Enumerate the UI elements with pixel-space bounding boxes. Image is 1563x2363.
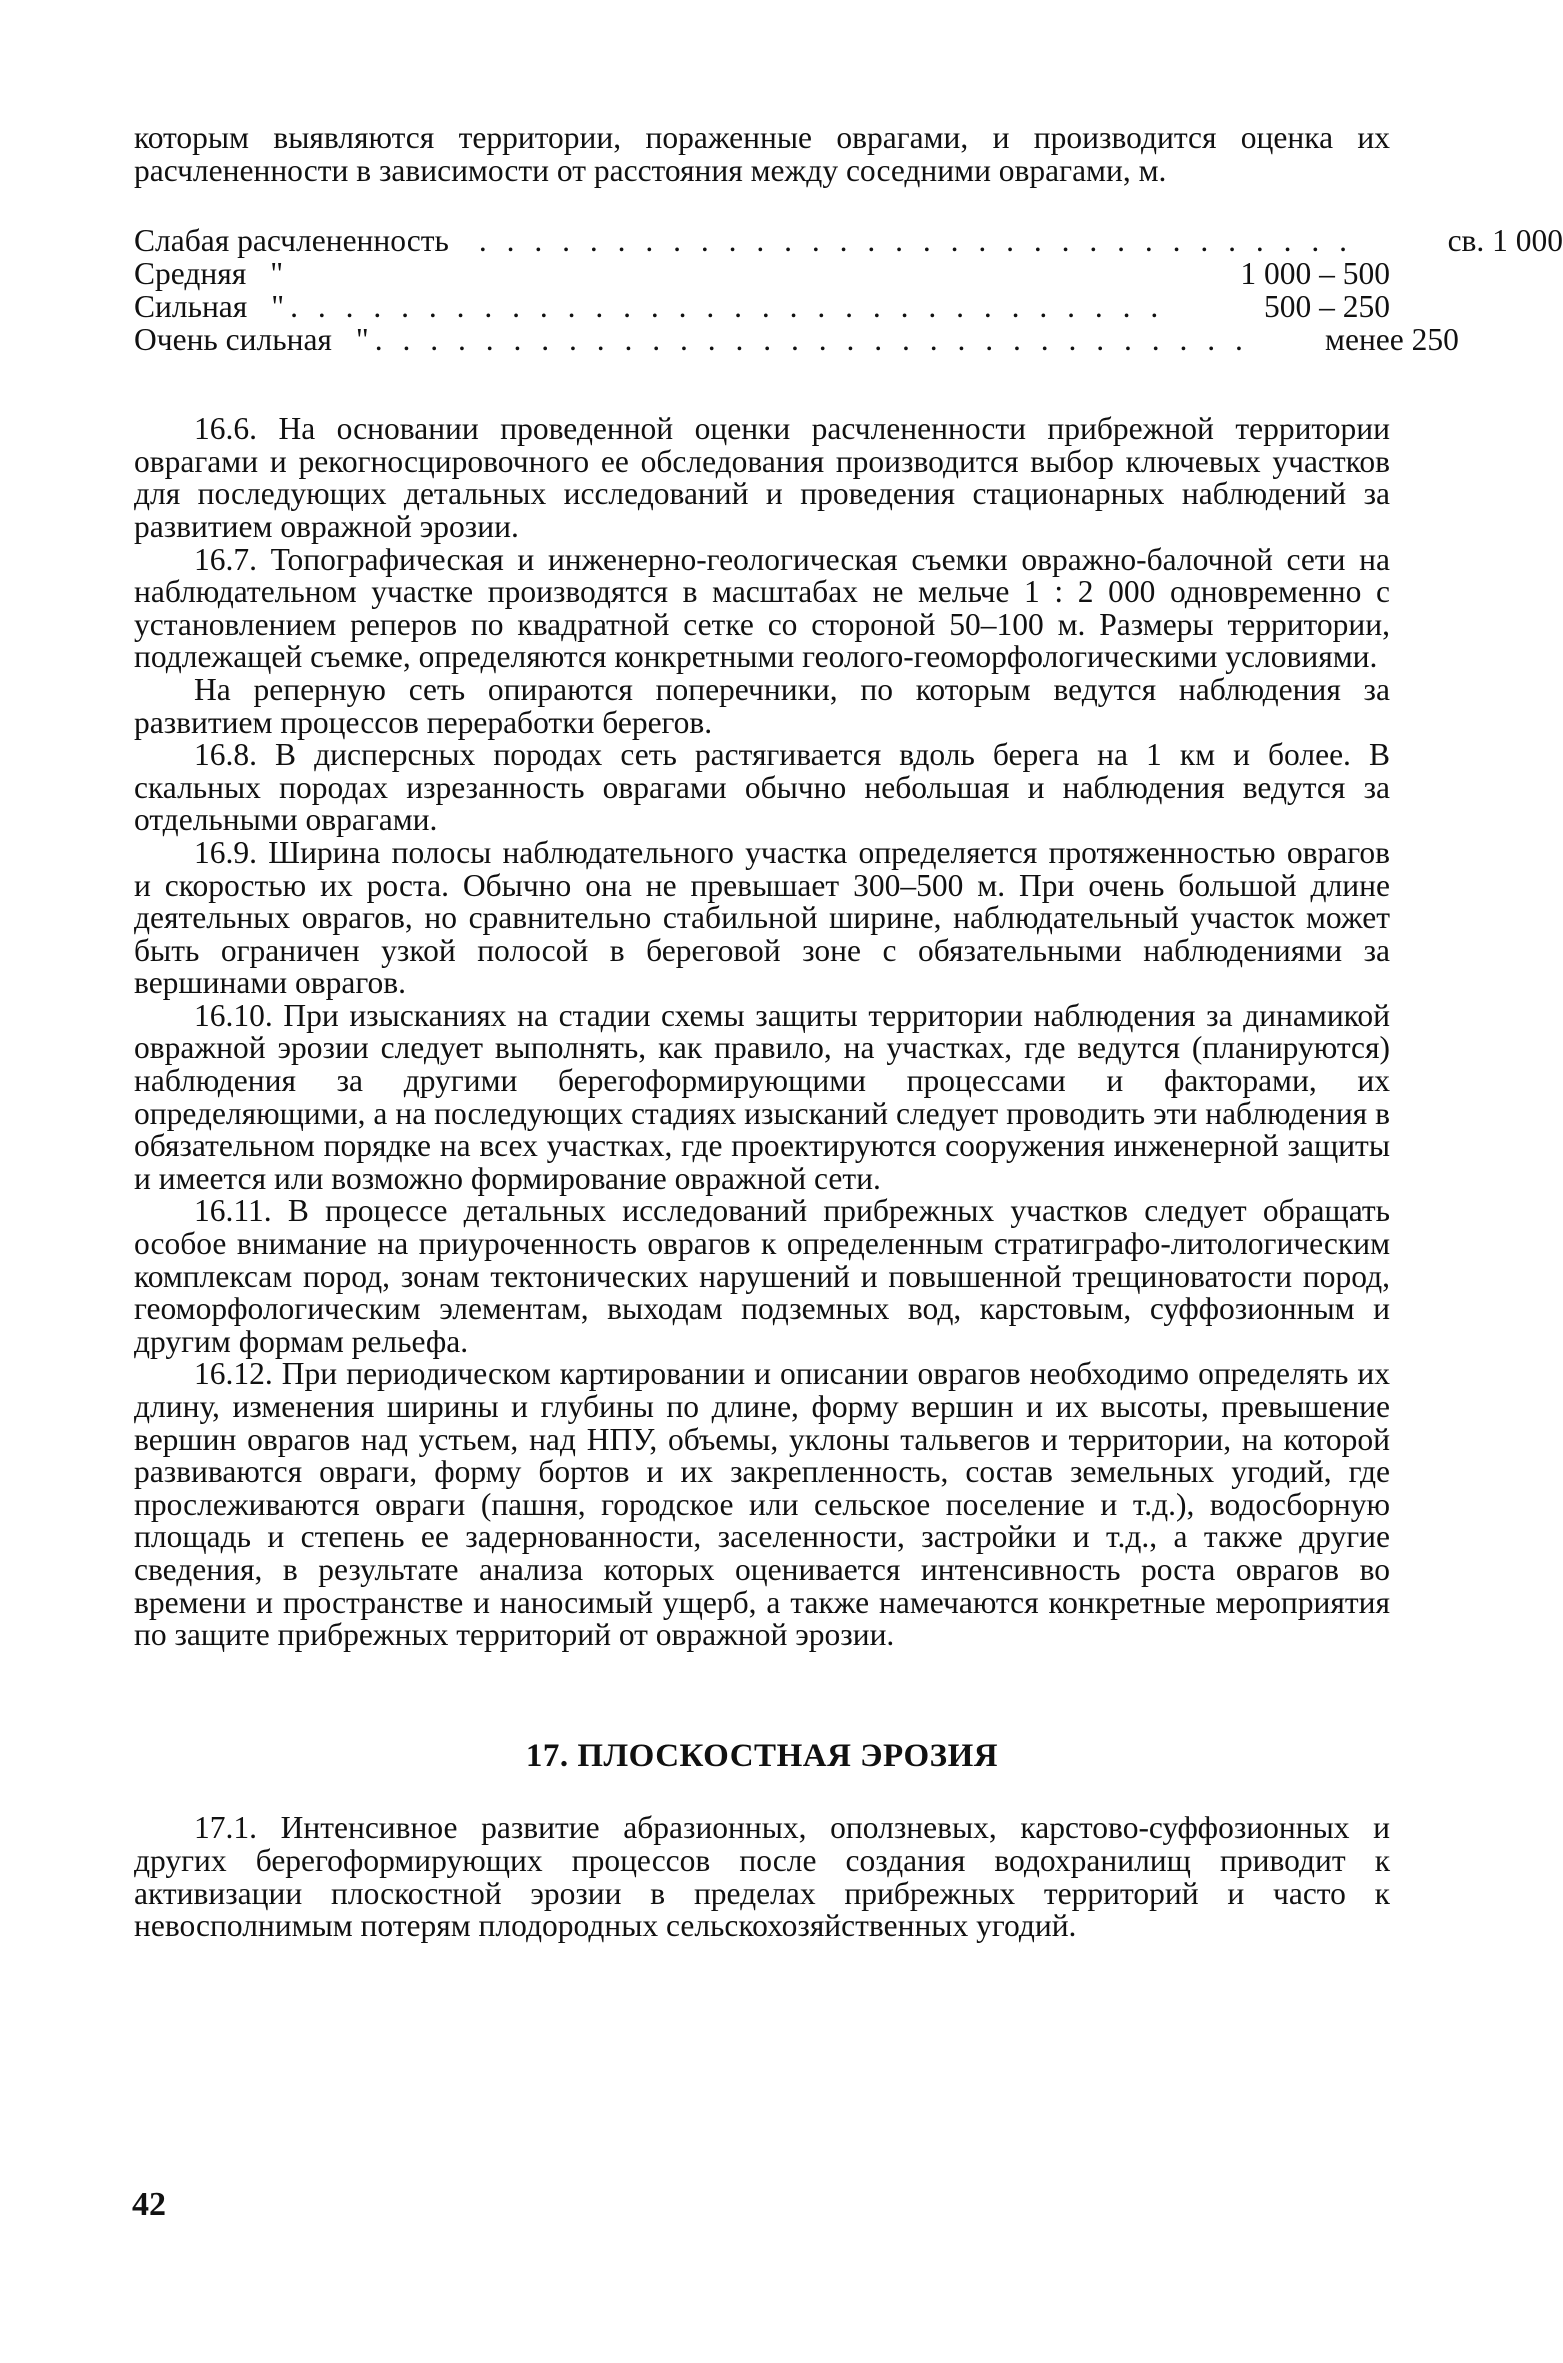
intro-paragraph: которым выявляются территории, пораженные оврагами, и производится оценка их расчлененности в зависимости от расстояния между соседними оврагами, м. [134, 120, 1390, 188]
table-row [134, 223, 1563, 259]
ditto-mark: " [271, 289, 285, 325]
table-row [134, 322, 1459, 358]
ditto-mark: " [355, 322, 369, 358]
leader-dots: . . . . . . . . . . . . . . . . . . . . . . . . . . . . . . . . [374, 322, 1249, 358]
paragraph-16-9: 16.9. Ширина полосы наблюдательного участка определяется протяженностью оврагов и скоростью их роста. Обычно она не превышает 300–500 м. При очень большой длине деятельных оврагов, но сравнительно стабильной ширине, наблюдательный участок может быть ограничен узкой полосой в береговой зоне с обязательными наблюдениями за вершинами оврагов. [134, 834, 1390, 1001]
page-number: 42 [132, 2186, 166, 2223]
row-label: Очень сильная [134, 322, 332, 358]
paragraph-16-6: 16.6. На основании проведенной оценки расчлененности прибрежной территории оврагами и рекогносцировочного ее обследования производится выбор ключевых участков для последующих детальных исследований и проведения стационарных наблюдений за развитием овражной эрозии. [134, 411, 1390, 544]
row-label: Слабая расчлененность [134, 223, 449, 259]
row-value: св. 1 000 [1447, 223, 1563, 259]
row-label: Средняя [134, 256, 247, 292]
page-content [134, 120, 1563, 1944]
paragraph-reper-network: На реперную сеть опираются поперечники, по которым ведутся наблюдения за развитием процессов переработки берегов. [134, 671, 1390, 740]
paragraph-16-11: 16.11. В процессе детальных исследований прибрежных участков следует обращать особое внимание на приуроченность оврагов к определенным стратиграфо-литологическим комплексам пород, зонам тектонических нарушений и повышенной трещиноватости пород, геоморфологическим элементам, выходам подземных вод, карстовым, суффозионным и другим формам рельефа. [134, 1193, 1390, 1359]
row-value: 500 – 250 [1264, 289, 1390, 325]
paragraph-16-7: 16.7. Топографическая и инженерно-геологическая съемки овражно-балочной сети на наблюдательном участке производятся в масштабах не мельче 1 : 2 000 одновременно с установлением реперов по квадратной сетке со стороной 50–100 м. Размеры территории, подлежащей съемке, определяются конкретными геолого-геоморфологическими условиями. [134, 541, 1390, 675]
paragraph-16-12: 16.12. При периодическом картировании и описании оврагов необходимо определять их длину, изменения ширины и глубины по длине, форму вершин и их высоты, превышение вершин оврагов над устьем, над НПУ, объемы, уклоны тальвегов и территории, на которой развиваются овраги, форму бортов и их закрепленность, состав земельных угодий, где прослеживаются овраги (пашня, городское или сельское поселение и т.д.), водосборную площадь и степень ее задернованности, заселенности, застройки и т.д., а также другие сведения, в результате анализа которых оценивается интенсивность роста оврагов во времени и пространстве и наносимый ущерб, а также намечаются конкретные мероприятия по защите прибрежных территорий от овражной эрозии. [134, 1356, 1390, 1653]
paragraph-17-1: 17.1. Интенсивное развитие абразионных, оползневых, карстово-суффозионных и других берегоформирующих процессов после создания водохранилищ приводит к активизации плоскостной эрозии в пределах прибрежных территорий и часто к невосполнимым потерям плодородных сельскохозяйственных угодий. [134, 1810, 1390, 1944]
section-heading: 17. ПЛОСКОСТНАЯ ЭРОЗИЯ [525, 1737, 999, 1774]
row-value: менее 250 [1325, 322, 1459, 358]
paragraph-16-8: 16.8. В дисперсных породах сеть растягивается вдоль берега на 1 км и более. В скальных породах изрезанность оврагами обычно небольшая и наблюдения ведутся за отдельными оврагами. [134, 737, 1390, 838]
row-label: Сильная [134, 289, 248, 325]
table-row [134, 291, 1390, 324]
row-value: 1 000 – 500 [1240, 256, 1390, 292]
paragraph-16-10: 16.10. При изысканиях на стадии схемы защиты территории наблюдения за динамикой овражной эрозии следует выполнять, как правило, на участках, где ведутся (планируются) наблюдения за другими берегоформирующими процессами и факторами, их определяющими, а на последующих стадиях изысканий следует проводить эти наблюдения в обязательном порядке на всех участках, где проектируются сооружения инженерной защиты и имеется или возможно формирование овражной сети. [134, 997, 1390, 1196]
leader-dots: . . . . . . . . . . . . . . . . . . . . . . . . . . . . . . . . [290, 289, 1165, 325]
ditto-mark: " [270, 256, 284, 292]
table-row [134, 258, 1390, 291]
leader-dots: . . . . . . . . . . . . . . . . . . . . . . . . . . . . . . . . [478, 223, 1354, 259]
dissection-table [134, 223, 1563, 358]
